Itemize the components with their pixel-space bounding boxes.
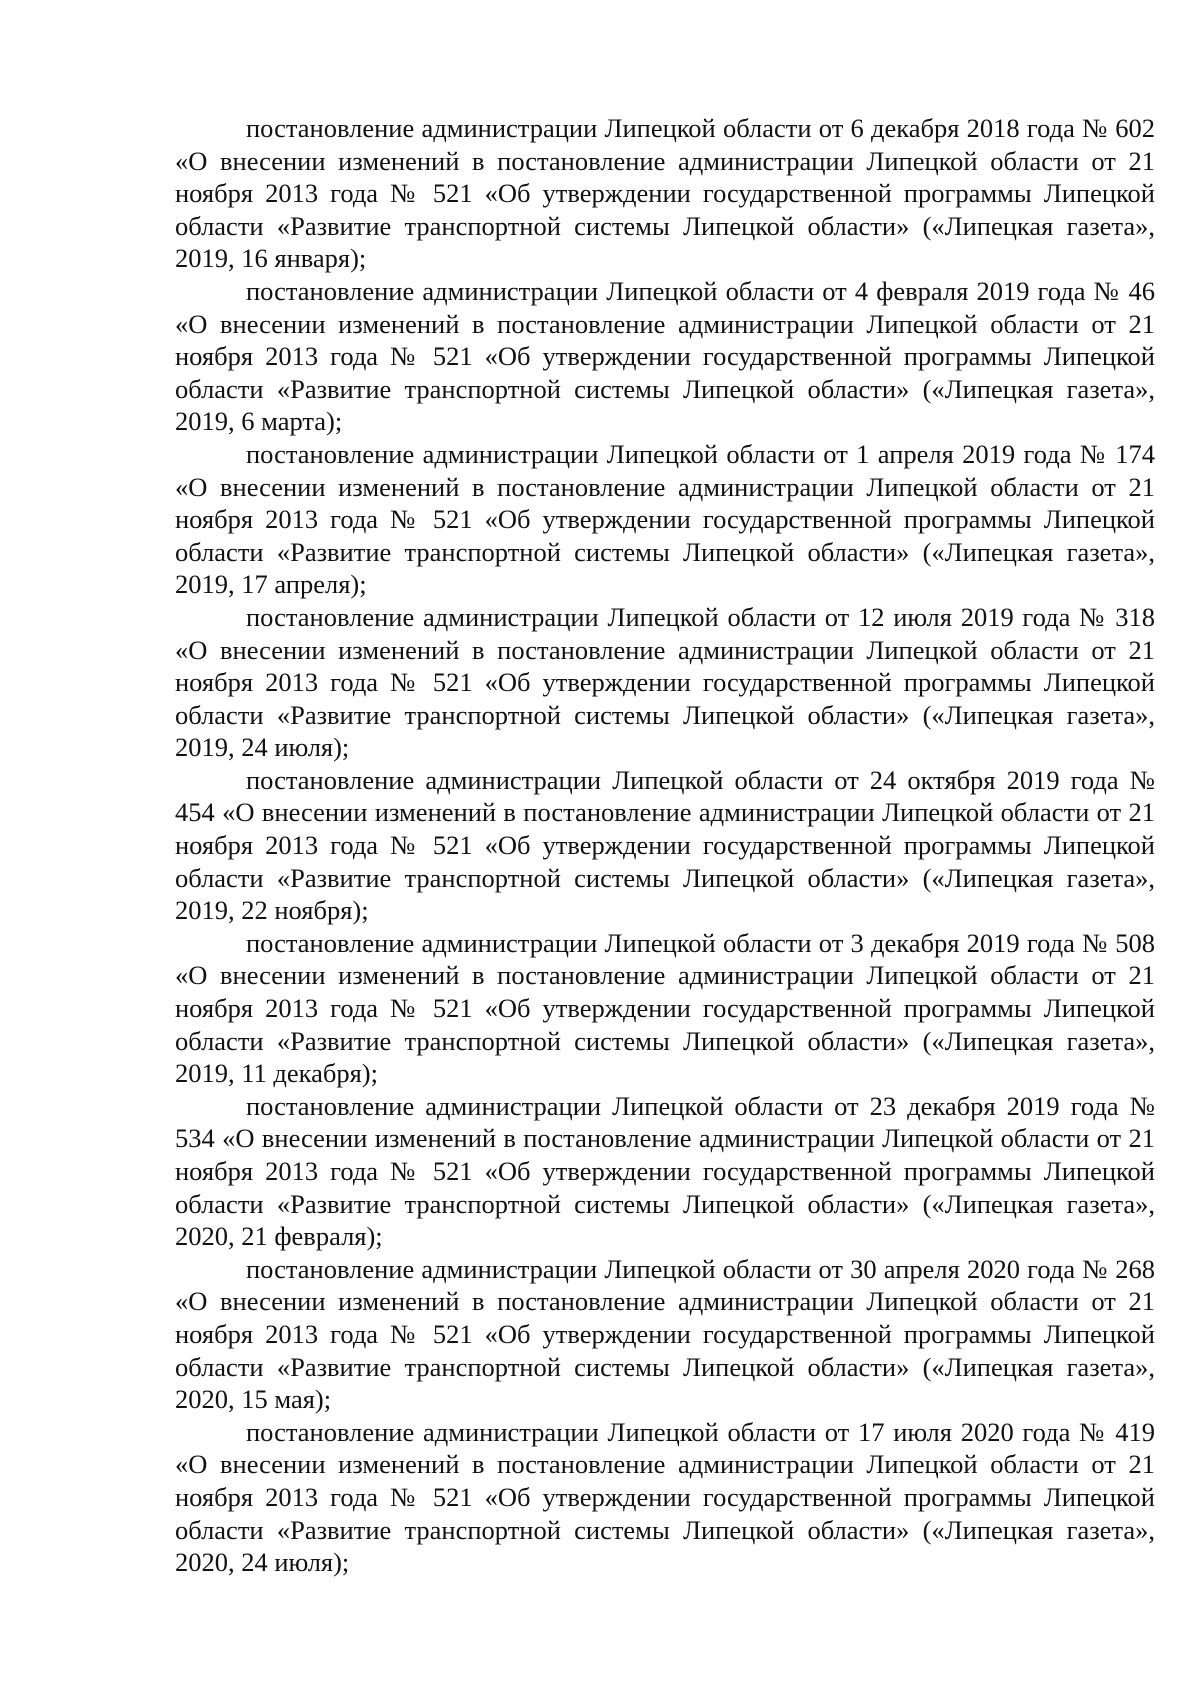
paragraph-3: постановление администрации Липецкой области от 1 апреля 2019 года № 174 «О внесении изменений в постановление администрации Липецкой области от 21 ноября 2013 года № 521 «Об утверждении государственной программы Липецкой области «Развитие транспортной системы Липецкой области» («Липецкая газета», 2019, 17 апреля); [175,438,1155,600]
document-body [175,112,1155,1579]
paragraph-6: постановление администрации Липецкой области от 3 декабря 2019 года № 508 «О внесении изменений в постановление администрации Липецкой области от 21 ноября 2013 года № 521 «Об утверждении государственной программы Липецкой области «Развитие транспортной системы Липецкой области» («Липецкая газета», 2019, 11 декабря); [175,927,1155,1089]
paragraph-9: постановление администрации Липецкой области от 17 июля 2020 года № 419 «О внесении изменений в постановление администрации Липецкой области от 21 ноября 2013 года № 521 «Об утверждении государственной программы Липецкой области «Развитие транспортной системы Липецкой области» («Липецкая газета», 2020, 24 июля); [175,1416,1155,1578]
paragraph-7: постановление администрации Липецкой области от 23 декабря 2019 года № 534 «О внесении изменений в постановление администрации Липецкой области от 21 ноября 2013 года № 521 «Об утверждении государственной программы Липецкой области «Развитие транспортной системы Липецкой области» («Липецкая газета», 2020, 21 февраля); [175,1090,1155,1252]
paragraph-5: постановление администрации Липецкой области от 24 октября 2019 года № 454 «О внесении изменений в постановление администрации Липецкой области от 21 ноября 2013 года № 521 «Об утверждении государственной программы Липецкой области «Развитие транспортной системы Липецкой области» («Липецкая газета», 2019, 22 ноября); [175,764,1155,926]
paragraph-4: постановление администрации Липецкой области от 12 июля 2019 года № 318 «О внесении изменений в постановление администрации Липецкой области от 21 ноября 2013 года № 521 «Об утверждении государственной программы Липецкой области «Развитие транспортной системы Липецкой области» («Липецкая газета», 2019, 24 июля); [175,601,1155,763]
paragraph-1: постановление администрации Липецкой области от 6 декабря 2018 года № 602 «О внесении изменений в постановление администрации Липецкой области от 21 ноября 2013 года № 521 «Об утверждении государственной программы Липецкой области «Развитие транспортной системы Липецкой области» («Липецкая газета», 2019, 16 января); [175,113,1155,274]
paragraph-8: постановление администрации Липецкой области от 30 апреля 2020 года № 268 «О внесении изменений в постановление администрации Липецкой области от 21 ноября 2013 года № 521 «Об утверждении государственной программы Липецкой области «Развитие транспортной системы Липецкой области» («Липецкая газета», 2020, 15 мая); [175,1253,1155,1415]
paragraph-2: постановление администрации Липецкой области от 4 февраля 2019 года № 46 «О внесении изменений в постановление администрации Липецкой области от 21 ноября 2013 года № 521 «Об утверждении государственной программы Липецкой области «Развитие транспортной системы Липецкой области» («Липецкая газета», 2019, 6 марта); [175,275,1155,437]
